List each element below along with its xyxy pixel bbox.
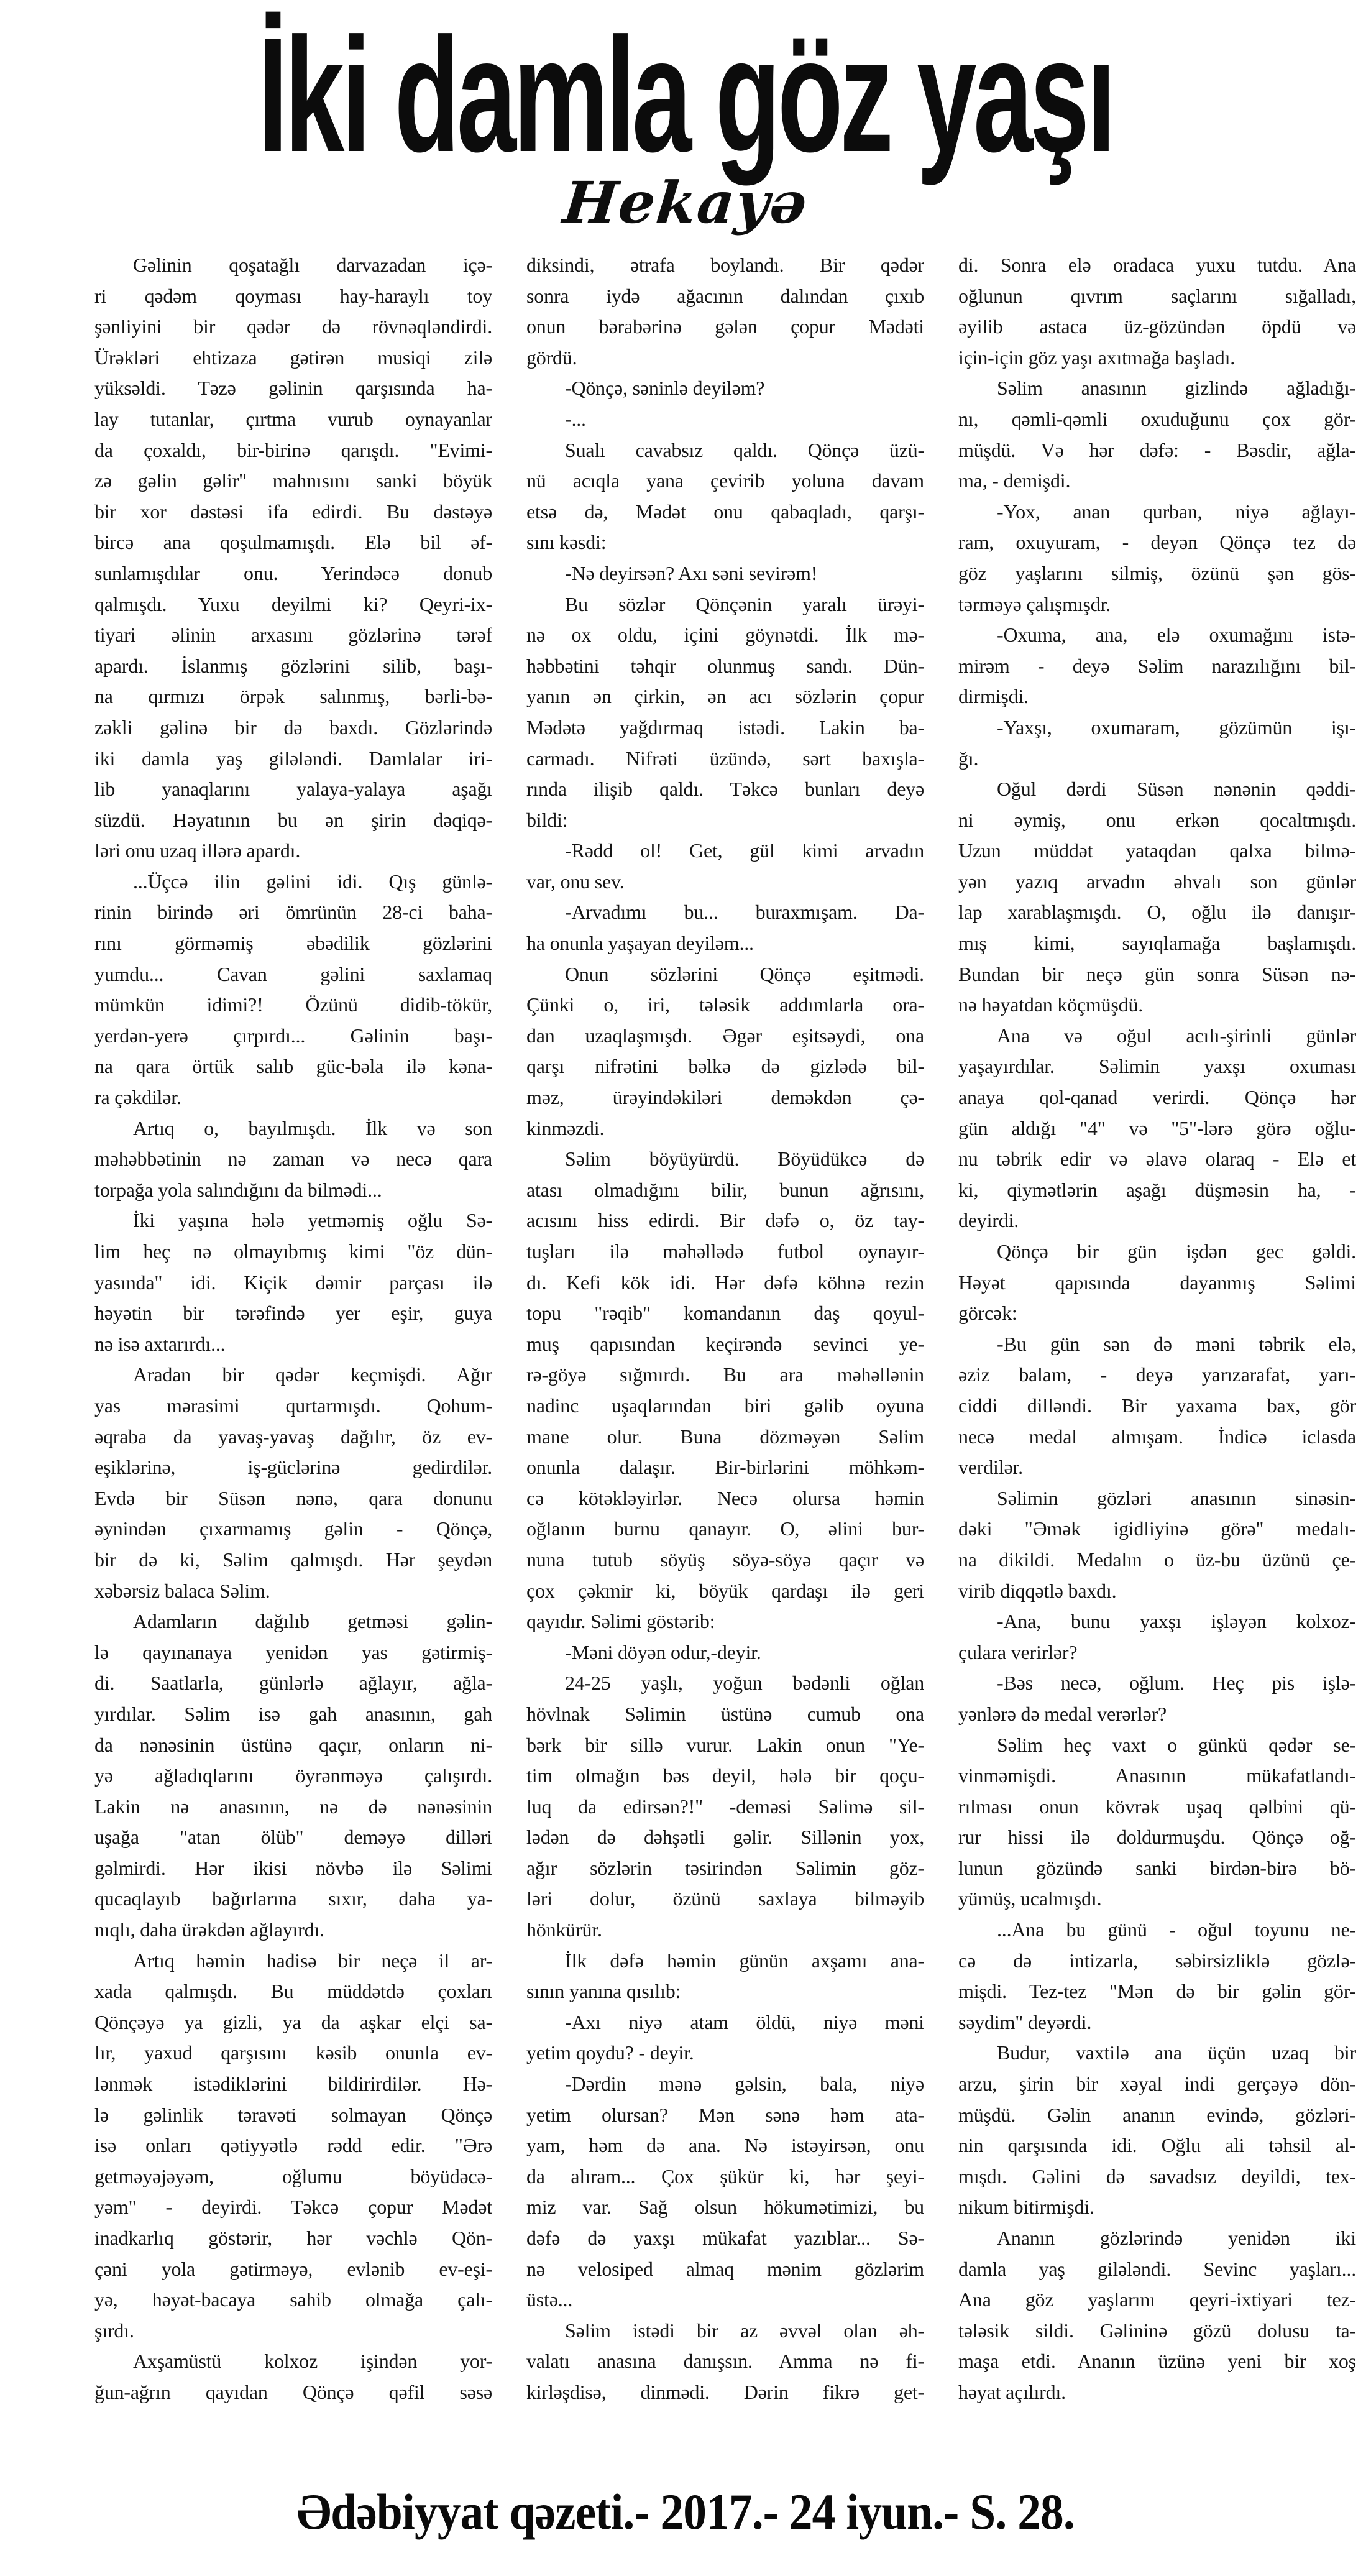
text-line: deyirdi. bbox=[958, 1209, 1019, 1232]
text-line: Səlim heç vaxt o günkü qədər se- bbox=[997, 1733, 1356, 1756]
text-line: iki damla yaş gilələndi. Damlalar iri- bbox=[94, 747, 492, 770]
text-line: mane olur. Buna dözməyən Səlim bbox=[526, 1425, 924, 1448]
text-line: lap xarablaşmışdı. O, oğlu ilə danışır- bbox=[958, 901, 1356, 924]
text-line: necə medal almışam. İndicə iclasda bbox=[958, 1425, 1356, 1448]
text-line: ha onunla yaşayan deyiləm... bbox=[526, 932, 754, 955]
text-line: ni əymiş, onu erkən qocaltmışdı. bbox=[958, 808, 1356, 831]
text-line: onun bərabərinə gələn çopur Mədəti bbox=[526, 315, 924, 338]
text-line: mümkün idimi?! Özünü didib-tökür, bbox=[94, 993, 492, 1016]
text-line: tim olmağın bəs deyil, hələ bir qoçu- bbox=[526, 1764, 924, 1787]
text-line: əziz balam, - deyə yarızarafat, yarı- bbox=[958, 1363, 1356, 1386]
text-line: bircə ana qoşulmamışdı. Elə bil əf- bbox=[94, 531, 492, 554]
text-line: müşdü. Gəlin ananın evində, gözləri- bbox=[958, 2103, 1356, 2126]
text-line: anaya qol-qanad verirdi. Qönçə hər bbox=[958, 1086, 1356, 1109]
text-line: rur hissi ilə doldurmuşdu. Qönçə oğ- bbox=[958, 1826, 1356, 1849]
text-line: lə gəlinlik təravəti solmayan Qönçə bbox=[94, 2103, 492, 2126]
text-line: gəlmirdi. Hər ikisi növbə ilə Səlimi bbox=[94, 1856, 492, 1879]
text-line: oğlunun qıvrım saçlarını sığalladı, bbox=[958, 284, 1356, 307]
article-body bbox=[94, 250, 1356, 2408]
text-line: dan uzaqlaşmışdı. Əgər eşitsəydi, ona bbox=[526, 1024, 924, 1047]
text-line: yənlərə də medal verərlər? bbox=[958, 1702, 1167, 1725]
text-line: var, onu sev. bbox=[526, 870, 625, 893]
text-line: ri qədəm qoyması hay-haraylı toy bbox=[94, 284, 492, 307]
text-line: həbbətini təhqir olunmuş sandı. Dün- bbox=[526, 654, 924, 677]
text-line: lay tutanlar, çırtma vurub oynayanlar bbox=[94, 407, 492, 430]
text-line: Lakin nə anasının, nə də nənəsinin bbox=[94, 1795, 492, 1818]
text-line: lib yanaqlarını yalaya-yalaya aşağı bbox=[94, 778, 492, 801]
text-line: uşağa "atan ölüb" deməyə dilləri bbox=[94, 1826, 492, 1849]
text-line: Bu sözlər Qönçənin yaralı ürəyi- bbox=[565, 592, 924, 615]
text-line: Ana və oğul acılı-şirinli günlər bbox=[997, 1024, 1356, 1047]
text-line: yerdən-yerə çırpırdı... Gəlinin başı- bbox=[94, 1024, 492, 1047]
text-line: ğun-ağrın qayıdan Qönçə qəfil səsə bbox=[94, 2380, 492, 2403]
text-line: mış kimi, sayıqlamağa başlamışdı. bbox=[958, 932, 1356, 955]
text-line: Səlim anasının gizlində ağladığı- bbox=[997, 377, 1356, 400]
text-line: Ürəkləri ehtizaza gətirən musiqi zilə bbox=[94, 346, 492, 369]
text-line: ləri dolur, özünü saxlaya bilməyib bbox=[526, 1887, 924, 1910]
text-line: göz yaşlarını silmiş, özünü şən gös- bbox=[958, 561, 1356, 584]
text-line: Axşamüstü kolxoz işindən yor- bbox=[133, 2350, 492, 2373]
text-line: hövlnak Səlimin üstünə cumub ona bbox=[526, 1702, 924, 1725]
text-line: rını görməmiş əbədilik gözlərini bbox=[94, 932, 492, 955]
text-line: kirləşdisə, dinmədi. Dərin fikrə get- bbox=[526, 2380, 924, 2403]
text-line: gördü. bbox=[526, 346, 577, 369]
text-line: həyat açılırdı. bbox=[958, 2380, 1066, 2403]
text-line: onunla dalaşır. Bir-birlərini möhkəm- bbox=[526, 1456, 924, 1479]
text-line: bildi: bbox=[526, 808, 568, 831]
text-line: di. Sonra elə oradaca yuxu tutdu. Ana bbox=[958, 254, 1356, 276]
text-line: üstə... bbox=[526, 2288, 573, 2311]
text-line: Qönçəyə ya gizli, ya da aşkar elçi sa- bbox=[94, 2010, 492, 2033]
text-line: topu "rəqib" komandanın daş qoyul- bbox=[526, 1302, 924, 1325]
text-line: tərməyə çalışmışdr. bbox=[958, 592, 1111, 615]
text-line: əynindən çıxarmamış gəlin - Qönçə, bbox=[94, 1517, 492, 1540]
text-line: Evdə bir Süsən nənə, qara donunu bbox=[94, 1486, 492, 1509]
text-line: Oğul dərdi Süsən nənənin qəddi- bbox=[997, 778, 1356, 801]
text-line: yas mərasimi qurtarmışdı. Qohum- bbox=[94, 1394, 492, 1417]
text-line: nə həyatdan köçmüşdü. bbox=[958, 993, 1144, 1016]
text-line: yəm" - deyirdi. Təkcə çopur Mədət bbox=[94, 2196, 492, 2219]
text-line: -Bəs necə, oğlum. Heç pis işlə- bbox=[997, 1672, 1356, 1695]
text-line: yaşayırdılar. Səlimin yaxşı oxuması bbox=[958, 1055, 1356, 1078]
article-column-2 bbox=[526, 250, 924, 2408]
text-line: Səlim istədi bir az əvvəl olan əh- bbox=[565, 2319, 924, 2342]
text-line: yetim qoydu? - deyir. bbox=[526, 2041, 694, 2064]
text-line: -Nə deyirsən? Axı səni sevirəm! bbox=[565, 561, 818, 584]
text-line: sonra iydə ağacının dalından çıxıb bbox=[526, 284, 924, 307]
text-line: səydim" deyərdi. bbox=[958, 2010, 1092, 2033]
text-line: Gəlinin qoşatağlı darvazadan içə- bbox=[133, 254, 492, 276]
text-line: miz var. Sağ olsun hökumətimizi, bu bbox=[526, 2196, 924, 2219]
text-line: oğlanın burnu qanayır. O, əlini bur- bbox=[526, 1517, 924, 1540]
text-line: torpağa yola salındığını da bilmədi... bbox=[94, 1178, 382, 1201]
text-line: için-için göz yaşı axıtmağa başladı. bbox=[958, 346, 1236, 369]
text-line: arzu, şirin bir xəyal indi gerçəyə dön- bbox=[958, 2072, 1356, 2095]
text-line: da nənəsinin üstünə qaçır, onların ni- bbox=[94, 1733, 492, 1756]
text-line: sunlamışdılar onu. Yerindəcə donub bbox=[94, 561, 492, 584]
text-line: bərk bir sillə vurur. Lakin onun "Ye- bbox=[526, 1733, 924, 1756]
text-line: Ana göz yaşlarını qeyri-ixtiyari tez- bbox=[958, 2288, 1356, 2311]
text-line: zəkli gəlinə bir də baxdı. Gözlərində bbox=[94, 715, 492, 738]
text-line: nə isə axtarırdı... bbox=[94, 1332, 226, 1355]
text-line: kinməzdi. bbox=[526, 1116, 605, 1139]
text-line: çox çəkmir ki, böyük qardaşı ilə geri bbox=[526, 1579, 924, 1602]
text-line: lır, yaxud qarşısını kəsib onunla ev- bbox=[94, 2041, 492, 2064]
text-line: -Arvadımı bu... buraxmışam. Da- bbox=[565, 901, 924, 924]
text-line: ağır sözlərin təsirindən Səlimin göz- bbox=[526, 1856, 924, 1879]
text-line: dəfə də yaxşı mükafat yazıblar... Sə- bbox=[526, 2227, 924, 2249]
text-line: ma, - demişdi. bbox=[958, 469, 1071, 492]
article-column-3 bbox=[958, 250, 1356, 2408]
text-line: rinin birində əri ömrünün 28-ci baha- bbox=[94, 901, 492, 924]
text-line: ...Ana bu günü - oğul toyunu ne- bbox=[997, 1918, 1356, 1941]
citation-row bbox=[0, 2484, 1371, 2540]
text-line: Səlim böyüyürdü. Böyüdükcə də bbox=[565, 1148, 924, 1171]
text-line: rılması onun kövrək uşaq qəlbini qü- bbox=[958, 1795, 1356, 1818]
text-line: dı. Kefi kök idi. Hər dəfə köhnə rezin bbox=[526, 1271, 924, 1294]
text-line: görcək: bbox=[958, 1302, 1017, 1325]
text-line: bir də ki, Səlim qalmışdı. Hər şeydən bbox=[94, 1548, 492, 1571]
text-line: yə ağladıqlarını öyrənməyə çalışırdı. bbox=[94, 1764, 492, 1787]
text-line: İlk dəfə həmin günün axşamı ana- bbox=[565, 1949, 924, 1972]
text-line: yə, həyət-bacaya sahib olmağa çalı- bbox=[94, 2288, 492, 2311]
text-line: mişdi. Tez-tez "Mən də bir gəlin gör- bbox=[958, 1980, 1356, 2003]
text-line: -... bbox=[565, 407, 586, 430]
text-line: qalmışdı. Yuxu deyilmi ki? Qeyri-ix- bbox=[94, 592, 492, 615]
text-line: cə də intizarla, səbirsizliklə gözlə- bbox=[958, 1949, 1356, 1972]
text-line: nikum bitirmişdi. bbox=[958, 2196, 1094, 2219]
text-line: na qırmızı örpək salınmış, bərli-bə- bbox=[94, 685, 492, 708]
text-line: diksindi, ətrafa boylandı. Bir qədər bbox=[526, 254, 924, 276]
article-subtitle-row bbox=[0, 169, 1371, 236]
text-line: yam, həm də ana. Nə istəyirsən, onu bbox=[526, 2134, 924, 2157]
text-line: nə velosiped almaq mənim gözlərim bbox=[526, 2257, 924, 2280]
text-line: Aradan bir qədər keçmişdi. Ağır bbox=[133, 1363, 492, 1386]
text-line: da çoxaldı, bir-birinə qarışdı. "Evimi- bbox=[94, 438, 492, 461]
text-line: qucaqlayıb bağırlarına sıxır, daha ya- bbox=[94, 1887, 492, 1910]
text-line: sını kəsdi: bbox=[526, 531, 607, 554]
text-line: atası olmadığını bilir, bunun ağrısını, bbox=[526, 1178, 924, 1201]
text-line: ki, qiymətlərin aşağı düşməsin ha, - bbox=[958, 1178, 1356, 1201]
text-line: -Rədd ol! Get, gül kimi arvadın bbox=[565, 839, 924, 862]
text-line: -Oxuma, ana, elə oxumağını istə- bbox=[997, 623, 1356, 646]
text-line: ra çəkdilər. bbox=[94, 1086, 181, 1109]
text-line: zə gəlin gəlir" mahnısını sanki böyük bbox=[94, 469, 492, 492]
text-line: -Ana, bunu yaxşı işləyən kolxoz- bbox=[997, 1610, 1356, 1633]
text-line: dirmişdi. bbox=[958, 685, 1029, 708]
text-line: müşdü. Və hər dəfə: - Bəsdir, ağla- bbox=[958, 438, 1356, 461]
text-line: getməyəjəyəm, oğlumu böyüdəcə- bbox=[94, 2164, 492, 2187]
text-line: gün aldığı "4" və "5"-lərə görə oğlu- bbox=[958, 1116, 1356, 1139]
text-line: mışdı. Gəlini də savadsız deyildi, tex- bbox=[958, 2164, 1356, 2187]
text-line: yüksəldi. Təzə gəlinin qarşısında ha- bbox=[94, 377, 492, 400]
text-line: həyətin bir tərəfində yer eşir, guya bbox=[94, 1302, 492, 1325]
text-line: lənmək istədiklərini bildirirdilər. Hə- bbox=[94, 2072, 492, 2095]
text-line: ləri onu uzaq illərə apardı. bbox=[94, 839, 301, 862]
text-line: verdilər. bbox=[958, 1456, 1023, 1479]
text-line: Bundan bir neçə gün sonra Süsən nə- bbox=[958, 962, 1356, 985]
text-line: lunun gözündə sanki birdən-birə bö- bbox=[958, 1856, 1356, 1879]
text-line: na qara örtük salıb güc-bəla ilə kəna- bbox=[94, 1055, 492, 1078]
text-line: Sualı cavabsız qaldı. Qönçə üzü- bbox=[565, 438, 924, 461]
text-line: tuşları ilə məhəllədə futbol oynayır- bbox=[526, 1240, 924, 1263]
text-line: damla yaş gilələndi. Sevinc yaşları... bbox=[958, 2257, 1356, 2280]
text-line: yasında" idi. Kiçik dəmir parçası ilə bbox=[94, 1271, 492, 1294]
text-line: xəbərsiz balaca Səlim. bbox=[94, 1579, 270, 1602]
text-line: 24-25 yaşlı, yoğun bədənli oğlan bbox=[565, 1672, 924, 1695]
text-line: mirəm - deyə Səlim narazılığını bil- bbox=[958, 654, 1356, 677]
text-line: nin qarşısında idi. Oğlu ali təhsil al- bbox=[958, 2134, 1356, 2157]
text-line: süzdü. Həyatının bu ən şirin dəqiqə- bbox=[94, 808, 492, 831]
text-line: yırdılar. Səlim isə gah anasının, gah bbox=[94, 1702, 492, 1725]
text-line: virib diqqətlə baxdı. bbox=[958, 1579, 1117, 1602]
text-line: maşa etdi. Ananın üzünə yeni bir xoş bbox=[958, 2350, 1356, 2373]
text-line: acısını hiss edirdi. Bir dəfə o, öz tay- bbox=[526, 1209, 924, 1232]
text-line: Qönçə bir gün işdən gec gəldi. bbox=[997, 1240, 1356, 1263]
text-line: nuna tutub söyüş söyə-söyə qaçır və bbox=[526, 1548, 924, 1571]
text-line: nadinc uşaqlarından biri gəlib oyuna bbox=[526, 1394, 924, 1417]
text-line: Uzun müddət yataqdan qalxa bilmə- bbox=[958, 839, 1356, 862]
text-line: lədən də dəhşətli gəlir. Sillənin yox, bbox=[526, 1826, 924, 1849]
text-line: yanın ən çirkin, ən acı sözlərin çopur bbox=[526, 685, 924, 708]
text-line: di. Saatlarla, günlərlə ağlayır, ağla- bbox=[94, 1672, 492, 1695]
text-line: rə-göyə sığmırdı. Bu ara məhəllənin bbox=[526, 1363, 924, 1386]
article-genre-label: Hekayə bbox=[559, 169, 812, 236]
text-line: hönkürür. bbox=[526, 1918, 602, 1941]
text-line: rında ilişib qaldı. Təkcə bunları deyə bbox=[526, 778, 924, 801]
text-line: da alıram... Çox şükür ki, hər şeyi- bbox=[526, 2164, 924, 2187]
text-line: Budur, vaxtilə ana üçün uzaq bir bbox=[997, 2041, 1356, 2064]
text-line: cə kötəkləyirlər. Necə olursa həmin bbox=[526, 1486, 924, 1509]
text-line: lə qayınanaya yenidən yas gətirmiş- bbox=[94, 1640, 492, 1663]
text-line: Həyət qapısında dayanmış Səlimi bbox=[958, 1271, 1356, 1294]
text-line: bir xor dəstəsi ifa edirdi. Bu dəstəyə bbox=[94, 500, 492, 523]
text-line: nü acıqla yana çevirib yoluna davam bbox=[526, 469, 924, 492]
text-line: tiyari əlinin arxasını gözlərinə tərəf bbox=[94, 623, 492, 646]
text-line: çəni yola gətirməyə, evlənib ev-eşi- bbox=[94, 2257, 492, 2280]
text-line: -Axı niyə atam öldü, niyə məni bbox=[565, 2010, 924, 2033]
text-line: muş qapısından keçirəndə sevinci ye- bbox=[526, 1332, 924, 1355]
text-line: nıqlı, daha ürəkdən ağlayırdı. bbox=[94, 1918, 324, 1941]
text-line: isə onları qətiyyətlə rədd edir. "Ərə bbox=[94, 2134, 492, 2157]
text-line: yümüş, ucalmışdı. bbox=[958, 1887, 1102, 1910]
text-line: inadkarlıq göstərir, hər vəchlə Qön- bbox=[94, 2227, 492, 2249]
text-line: ...Üçcə ilin gəlini idi. Qış günlə- bbox=[133, 870, 492, 893]
article-column-1 bbox=[94, 250, 492, 2408]
text-line: qarşı nifrətini bəlkə də gizlədə bil- bbox=[526, 1055, 924, 1078]
text-line: Səlimin gözləri anasının sinəsin- bbox=[997, 1486, 1356, 1509]
text-line: əyilib astaca üz-gözündən öpdü və bbox=[958, 315, 1356, 338]
text-line: ciddi dilləndi. Bir yaxama bax, gör bbox=[958, 1394, 1356, 1417]
text-line: yetim olursan? Mən sənə həm ata- bbox=[526, 2103, 924, 2126]
text-line: ram, oxuyuram, - deyən Qönçə tez də bbox=[958, 531, 1356, 554]
text-line: Artıq o, bayılmışdı. İlk və son bbox=[133, 1116, 492, 1139]
text-line: Adamların dağılıb getməsi gəlin- bbox=[133, 1610, 492, 1633]
text-line: Mədətə yağdırmaq istədi. Lakin ba- bbox=[526, 715, 924, 738]
text-line: Onun sözlərini Qönçə eşitmədi. bbox=[565, 962, 924, 985]
text-line: -Məni döyən odur,-deyir. bbox=[565, 1640, 761, 1663]
text-line: -Yox, anan qurban, niyə ağlayı- bbox=[997, 500, 1356, 523]
text-line: nı, qəmli-qəmli oxuduğunu çox gör- bbox=[958, 407, 1356, 430]
text-line: -Qönçə, səninlə deyiləm? bbox=[565, 377, 765, 400]
text-line: Çünki o, iri, tələsik addımlarla ora- bbox=[526, 993, 924, 1016]
text-line: yumdu... Cavan gəlini saxlamaq bbox=[94, 962, 492, 985]
text-line: nu təbrik edir və əlavə olaraq - Elə et bbox=[958, 1148, 1356, 1171]
text-line: etsə də, Mədət onu qabaqladı, qarşı- bbox=[526, 500, 924, 523]
text-line: -Dərdin mənə gəlsin, bala, niyə bbox=[565, 2072, 924, 2095]
source-citation: Ədəbiyyat qəzeti.- 2017.- 24 iyun.- S. 28. bbox=[296, 2483, 1075, 2540]
text-line: vinməmişdi. Anasının mükafatlandı- bbox=[958, 1764, 1356, 1787]
text-line: şırdı. bbox=[94, 2319, 134, 2342]
text-line: Ananın gözlərində yenidən iki bbox=[997, 2227, 1356, 2249]
text-line: valatı anasına danışsın. Amma nə fi- bbox=[526, 2350, 924, 2373]
text-line: Artıq həmin hadisə bir neçə il ar- bbox=[133, 1949, 492, 1972]
text-line: yən yazıq arvadın əhvalı son günlər bbox=[958, 870, 1356, 893]
text-line: eşiklərinə, iş-güclərinə gedirdilər. bbox=[94, 1456, 492, 1479]
text-line: məhəbbətinin nə zaman və necə qara bbox=[94, 1148, 492, 1171]
text-line: qayıdır. Səlimi göstərib: bbox=[526, 1610, 715, 1633]
article-header bbox=[0, 4, 1371, 186]
text-line: nə ox oldu, içini göynətdi. İlk mə- bbox=[526, 623, 924, 646]
text-line: -Bu gün sən də məni təbrik elə, bbox=[997, 1332, 1356, 1355]
text-line: İki yaşına hələ yetməmiş oğlu Sə- bbox=[133, 1209, 492, 1232]
text-line: luq da edirsən?!" -deməsi Səlimə sil- bbox=[526, 1795, 924, 1818]
text-line: carmadı. Nifrəti üzündə, sərt baxışla- bbox=[526, 747, 924, 770]
text-line: sının yanına qısılıb: bbox=[526, 1980, 681, 2003]
text-line: apardı. İslanmış gözlərini silib, başı- bbox=[94, 654, 492, 677]
text-line: ğı. bbox=[958, 747, 979, 770]
text-line: şənliyini bir qədər də rövnəqləndirdi. bbox=[94, 315, 492, 338]
text-line: çulara verirlər? bbox=[958, 1640, 1078, 1663]
text-line: lim heç nə olmayıbmış kimi "öz dün- bbox=[94, 1240, 492, 1263]
text-line: dəki "Əmək igidliyinə görə" medalı- bbox=[958, 1517, 1356, 1540]
text-line: -Yaxşı, oxumaram, gözümün işı- bbox=[997, 715, 1356, 738]
text-line: tələsik sildi. Gəlininə gözü dolusu ta- bbox=[958, 2319, 1356, 2342]
text-line: xada qalmışdı. Bu müddətdə çoxları bbox=[94, 1980, 492, 2003]
text-line: əqraba da yavaş-yavaş dağılır, öz ev- bbox=[94, 1425, 492, 1448]
article-title: İki damla göz yaşı bbox=[258, 4, 1113, 186]
text-line: məz, ürəyindəkiləri deməkdən çə- bbox=[526, 1086, 924, 1109]
text-line: na dikildi. Medalın o üz-bu üzünü çe- bbox=[958, 1548, 1356, 1571]
